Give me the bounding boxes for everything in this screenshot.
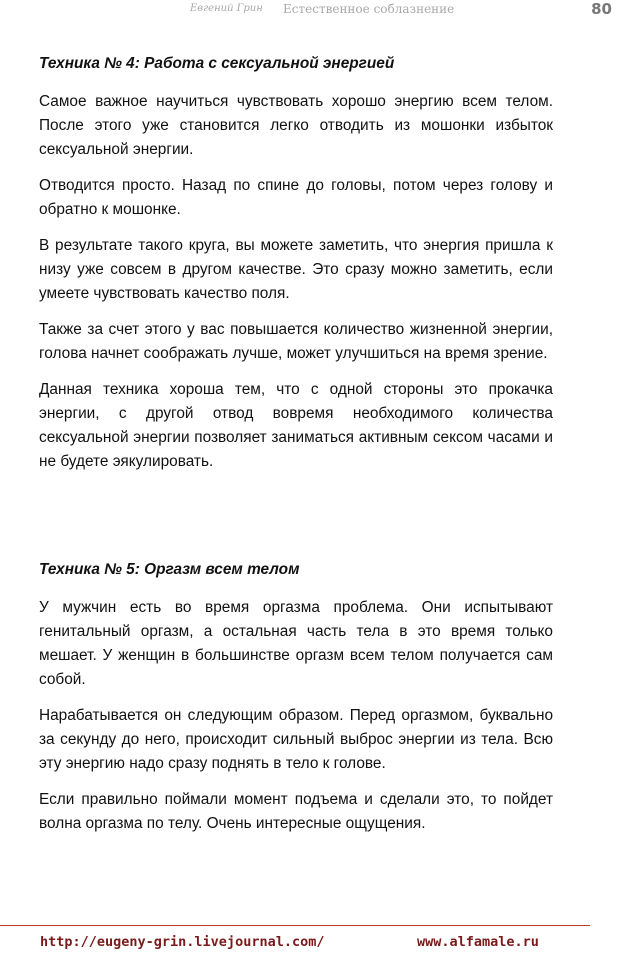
page-header (0, 0, 620, 22)
paragraph: Отводится просто. Назад по спине до головы, потом через голову и обратно к мошонке. (39, 177, 553, 218)
header-book-title: Естественное соблазнение (283, 2, 455, 16)
paragraph: Данная техника хороша тем, что с одной стороны это прокачка энергии, с другой отвод вовремя необходимого количества сексуальной энергии позволяет заниматься активным сексом часами и не будете эякулировать. (39, 381, 553, 470)
page-content (39, 52, 553, 848)
footer-divider (0, 925, 590, 926)
footer-alfamale-link[interactable]: www.alfamale.ru (417, 934, 539, 950)
paragraph: Самое важное научиться чувствовать хорошо энергию всем телом. После этого уже становится легко отводить из мошонки избыток сексуальной энергии. (39, 93, 553, 158)
paragraph: У мужчин есть во время оргазма проблема. Они испытывают генитальный оргазм, а остальная часть тела в это время только мешает. У женщин в большинстве оргазм всем телом получается сам собой. (39, 599, 553, 688)
paragraph: Если правильно поймали момент подъема и сделали это, то пойдет волна оргазма по телу. Очень интересные ощущения. (39, 791, 553, 832)
paragraph: Нарабатывается он следующим образом. Перед оргазмом, буквально за секунду до него, происходит сильный выброс энергии из тела. Всю эту энергию надо сразу поднять в тело к голове. (39, 707, 553, 772)
page-number: 80 (591, 0, 612, 18)
header-author: Евгений Грин (190, 3, 263, 14)
paragraph: В результате такого круга, вы можете заметить, что энергия пришла к низу уже совсем в другом качестве. Это сразу можно заметить, если умеете чувствовать качество поля. (39, 237, 553, 302)
section-spacer (39, 486, 553, 558)
paragraph: Также за счет этого у вас повышается количество жизненной энергии, голова начнет соображать лучше, может улучшиться на время зрение. (39, 321, 553, 362)
footer-livejournal-link[interactable]: http://eugeny-grin.livejournal.com/ (40, 934, 325, 950)
section-heading: Техника № 4: Работа с сексуальной энергией (39, 55, 395, 72)
section-heading: Техника № 5: Оргазм всем телом (39, 561, 300, 578)
